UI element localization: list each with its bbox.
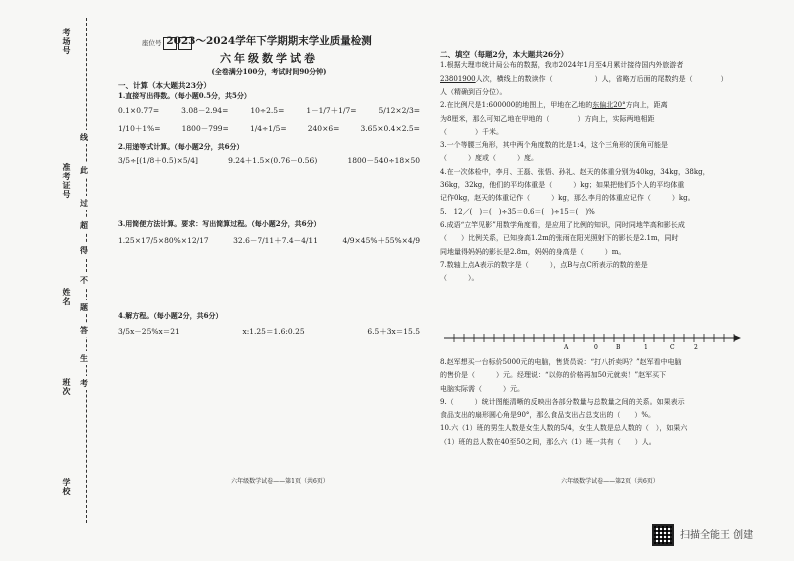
qr-code-icon <box>652 524 674 546</box>
tick-label: 2 <box>694 344 698 350</box>
tick-label: 0 <box>594 344 598 350</box>
seal-char: 题 <box>80 302 88 312</box>
page-one <box>118 35 420 525</box>
fill-question-8 <box>440 356 785 396</box>
question-prompt: 3.用简便方法计算。要求：写出简算过程。（每小题2分，共6分） <box>118 218 321 228</box>
seal-char: 考 <box>80 378 88 388</box>
question-text: （ ）比例关系，已知身高1.2m的张雨在阳光照射下的影长是2.1m，同时 <box>440 234 679 243</box>
question-text: （ ）千米。 <box>440 127 503 136</box>
section-heading: 二、填空（每题2分，本大题共26分） <box>440 50 569 59</box>
seat-label: 座位号 <box>142 39 162 48</box>
scanner-watermark: 扫描全能王 创建 <box>680 530 754 541</box>
question-text: 电脑实际需（ ）元。 <box>440 384 524 393</box>
simplify-row <box>118 236 420 245</box>
calc-item: 3/5÷[(1/8＋0.5)×5/4] <box>118 156 198 166</box>
point-label: A <box>564 344 569 350</box>
calc-item: 3.08－2.94= <box>181 105 229 115</box>
calc-item: 1－1/7＋1/7= <box>306 105 357 115</box>
question-text: 1.根据大理市统计局公布的数据，我市2024年1月至4月累计接待国内外旅游者 <box>440 61 684 70</box>
binding-strip <box>0 18 112 523</box>
direction-text: 东偏北20° <box>592 101 626 110</box>
school-label: 学校 <box>62 478 72 496</box>
page-two-lower <box>440 356 785 449</box>
equation-row <box>118 327 420 336</box>
question-text: 36kg，32kg，他们的平均体重是（ ）kg；如果把他们5个人的平均体重 <box>440 181 685 190</box>
fill-question-9 <box>440 396 785 423</box>
arrow-icon <box>734 335 741 341</box>
question-text: 食品支出的扇形圆心角是90°，那么食品支出占总支出的（ ）%。 <box>440 411 656 420</box>
question-text: 的售价是（ ）元。经理说：“以你的价格再加50元就卖！”赵军买下 <box>440 371 667 380</box>
question-prompt: 4.解方程。（每小题2分，共6分） <box>118 310 223 320</box>
point-label: C <box>670 344 675 350</box>
question-text: 10.六（1）班的男生人数是女生人数的5/4，女生人数是总人数的（ ），如果六 <box>440 424 688 433</box>
tourist-count: 23801900 <box>440 74 476 83</box>
question-text: 同地量得妈妈的影长是2.8m，妈妈的身高是（ ）m。 <box>440 247 626 256</box>
question-text: 3.一个等腰三角形，其中两个角度数的比是1:4，这个三角形的顶角可能是 <box>440 141 668 150</box>
question-text: 7.数轴上点A表示的数字是（ ），点B与点C所表示的数的差是 <box>440 260 648 269</box>
seal-char: 超 <box>80 220 88 230</box>
seal-char: 得 <box>80 245 88 255</box>
page-footer: 六年级数学试卷——第1页（共6页） <box>231 478 329 485</box>
calc-item: 240×6= <box>307 124 340 134</box>
equation-item: x:1.25＝1.6:0.25 <box>242 326 305 336</box>
question-text: 9.（ ）统计图能清晰的反映出各部分数量与总数量之间的关系。如果表示 <box>440 397 685 406</box>
stepwise-row <box>118 156 420 165</box>
exam-title: 2023～2024学年下学期期末学业质量检测 <box>166 35 372 47</box>
point-label: B <box>616 344 621 350</box>
calc-item: 0.1×0.77= <box>118 105 160 115</box>
cut-line <box>86 18 87 523</box>
seal-char: 生 <box>80 353 88 363</box>
fill-question-1 <box>440 59 785 99</box>
calc-item: 5/12×2/3= <box>378 105 420 115</box>
fill-question-4 <box>440 166 785 206</box>
oral-calc-row <box>118 124 420 133</box>
seal-char: 此 <box>80 165 88 175</box>
question-text: 记作0kg，赵天的体重记作（ ）kg，那么李月的体重应记作（ ）kg。 <box>440 194 695 203</box>
class-label: 班次 <box>62 378 72 396</box>
question-text: （ ）。 <box>440 274 479 283</box>
question-prompt: 1.直接写出得数。（每小题0.5分，共5分） <box>118 91 251 100</box>
question-text: 8.赵军想买一台标价5000元的电脑，售货员说：“打八折卖吗？”赵军看中电脑 <box>440 358 682 366</box>
fill-question-7 <box>440 259 785 286</box>
exam-subject: 六年级数学试卷 <box>220 52 318 66</box>
number-line <box>444 328 744 350</box>
exam-room-label: 考场号 <box>62 28 72 55</box>
calc-item: 3.65×0.4×2.5= <box>360 124 420 134</box>
calc-item: 1800－540÷18×50 <box>347 156 420 166</box>
question-text: （ ）度或（ ）度。 <box>440 154 538 163</box>
page-footer: 六年级数学试卷——第2页（共6页） <box>561 478 659 485</box>
exam-note: (全卷满分100分，考试时间90分钟) <box>211 66 327 76</box>
calc-item: 1.25×17/5×80%×12/17 <box>118 236 209 246</box>
question-text: 人（精确到百分位）。 <box>440 87 507 96</box>
question-text: 6.成语“立竿见影”用数学角度看，是应用了比例的知识，同时同地竿高和影长成 <box>440 220 685 229</box>
section-heading: 一、计算（本大题共23分） <box>118 80 211 90</box>
fill-question-6 <box>440 219 785 259</box>
seal-char: 线 <box>80 132 88 142</box>
calc-item: 9.24＋1.5×(0.76－0.56) <box>228 156 318 166</box>
exam-number-label: 准考证号 <box>62 163 72 199</box>
tick-label: 1 <box>644 344 648 350</box>
calc-item: 1800－799= <box>181 124 229 134</box>
question-text: 人次，横线上的数读作（ ）人，省略万后面的尾数约是（ ） <box>475 74 728 83</box>
question-text: 为8厘米，那么可知乙地在甲地的（ ）方向上，实际两地相距 <box>440 114 655 123</box>
name-label: 姓名 <box>62 288 72 306</box>
equation-item: 3/5x－25%x＝21 <box>118 326 180 336</box>
fill-question-10 <box>440 422 785 449</box>
calc-item: 10÷2.5= <box>250 105 285 115</box>
calc-item: 1/10＋1%= <box>118 124 161 134</box>
oral-calc-row <box>118 106 420 115</box>
question-text <box>440 73 785 86</box>
calc-item: 32.6－7/11＋7.4－4/11 <box>233 236 318 246</box>
fill-question-2 <box>440 99 785 139</box>
calc-item: 1/4÷1/5= <box>249 124 287 134</box>
question-text: 方向上，距离 <box>625 101 668 110</box>
question-prompt: 2.用递等式计算。（每小题2分，共6分） <box>118 141 244 151</box>
question-text: （1）班的总人数在40至50之间，那么六（1）班一共有（ ）人。 <box>440 437 656 446</box>
fill-question-3 <box>440 139 785 166</box>
question-text: 4.在一次体检中，李月、王磊、张悟、孙礼、赵天的体重分别为40kg，34kg，38kg， <box>440 167 710 176</box>
calc-item: 4/9×45%＋55%×4/9 <box>342 236 420 246</box>
equation-item: 6.5＋3x＝15.5 <box>367 326 420 336</box>
question-text <box>440 99 785 112</box>
seal-char: 过 <box>80 198 88 208</box>
seal-char: 不 <box>80 275 88 285</box>
question-text: 2.在比例尺是1:600000的地图上，甲地在乙地的 <box>440 101 593 110</box>
seal-char: 答 <box>80 325 88 335</box>
fill-question-5: 5. 12／( )＝( )÷35＝0.6＝( )÷15＝( )% <box>440 207 595 216</box>
